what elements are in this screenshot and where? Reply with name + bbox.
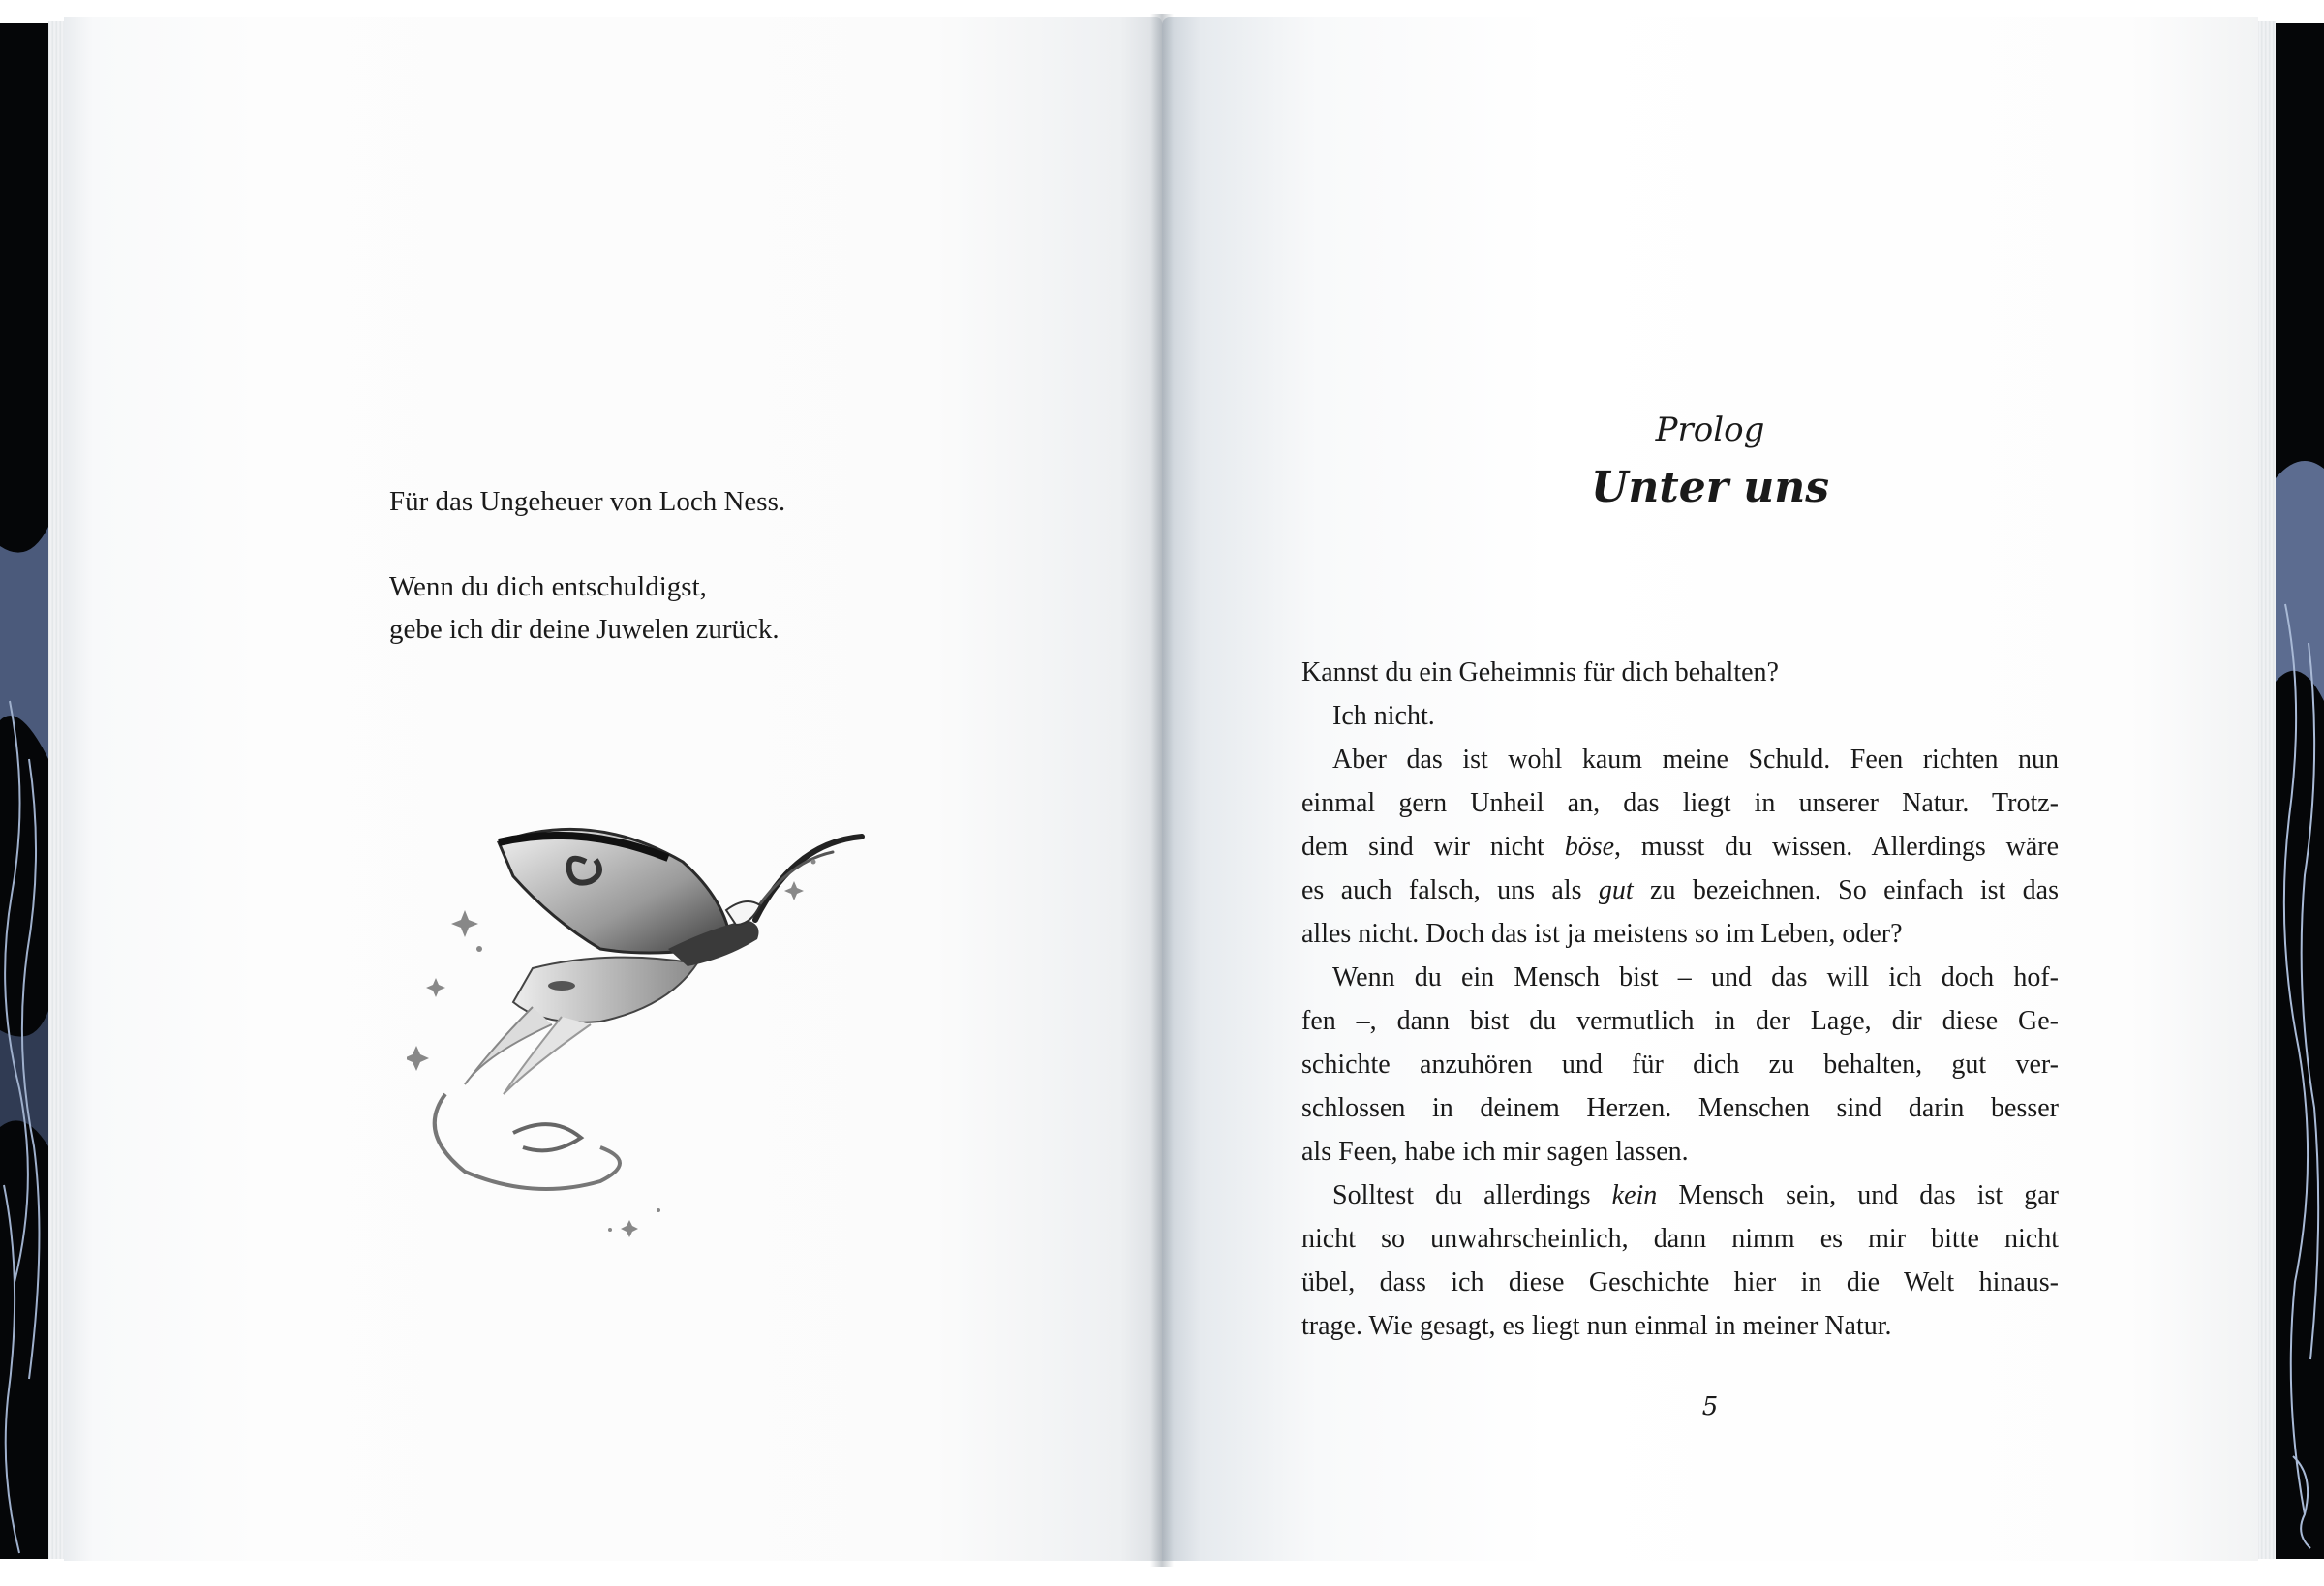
body-line: einmal gern Unheil an, das liegt in unserer Natur. Trotz- (1301, 788, 2059, 818)
cover-pattern-right (2276, 23, 2324, 1559)
body-line: als Feen, habe ich mir sagen lassen. (1301, 1137, 1689, 1167)
page-number: 5 (1701, 1392, 1719, 1421)
left-page (64, 17, 1162, 1561)
body-line: alles nicht. Doch das ist ja meistens so im Leben, oder? (1301, 919, 1903, 949)
body-line: Ich nicht. (1332, 701, 1435, 731)
dedication (389, 480, 785, 651)
moth-fairy-illustration (407, 804, 881, 1239)
body-line: dem sind wir nicht böse, musst du wissen. Allerdings wäre (1301, 832, 2059, 862)
body-line: trage. Wie gesagt, es liegt nun einmal in meiner Natur. (1301, 1311, 1892, 1341)
cover-pattern-left (0, 23, 48, 1559)
body-line: übel, dass ich diese Geschichte hier in die Welt hinaus- (1301, 1267, 2059, 1297)
body-line: es auch falsch, uns als gut zu bezeichnen. So einfach ist das (1301, 875, 2059, 905)
body-line: Kannst du ein Geheimnis für dich behalten? (1301, 657, 1779, 687)
dedication-line: gebe ich dir deine Juwelen zurück. (389, 614, 780, 645)
prolog-body-text (1301, 651, 2059, 1348)
body-line: fen –, dann bist du vermutlich in der Lage, dir diese Ge- (1301, 1006, 2059, 1036)
book-cover-right-edge (2276, 23, 2324, 1559)
book-cover-left-edge (0, 23, 48, 1559)
book-gutter (1150, 14, 1174, 1567)
body-line: schlossen in deinem Herzen. Menschen sind darin besser (1301, 1093, 2059, 1123)
body-line: Aber das ist wohl kaum meine Schuld. Feen richten nun (1332, 745, 2059, 775)
dedication-line: Für das Ungeheuer von Loch Ness. (389, 486, 786, 517)
body-line: nicht so unwahrscheinlich, dann nimm es mir bitte nicht (1301, 1224, 2059, 1254)
prolog-label: Prolog (1655, 411, 1765, 449)
body-line: schichte anzuhören und für dich zu behalten, gut ver- (1301, 1050, 2059, 1080)
page-block-edge-right (2258, 21, 2276, 1559)
dedication-line: Wenn du dich entschuldigst, (389, 571, 707, 602)
body-line: Wenn du ein Mensch bist – und das will ich doch hof- (1332, 962, 2059, 992)
chapter-title: Unter uns (1591, 463, 1829, 512)
body-line: Solltest du allerdings kein Mensch sein, und das ist gar (1332, 1180, 2059, 1210)
